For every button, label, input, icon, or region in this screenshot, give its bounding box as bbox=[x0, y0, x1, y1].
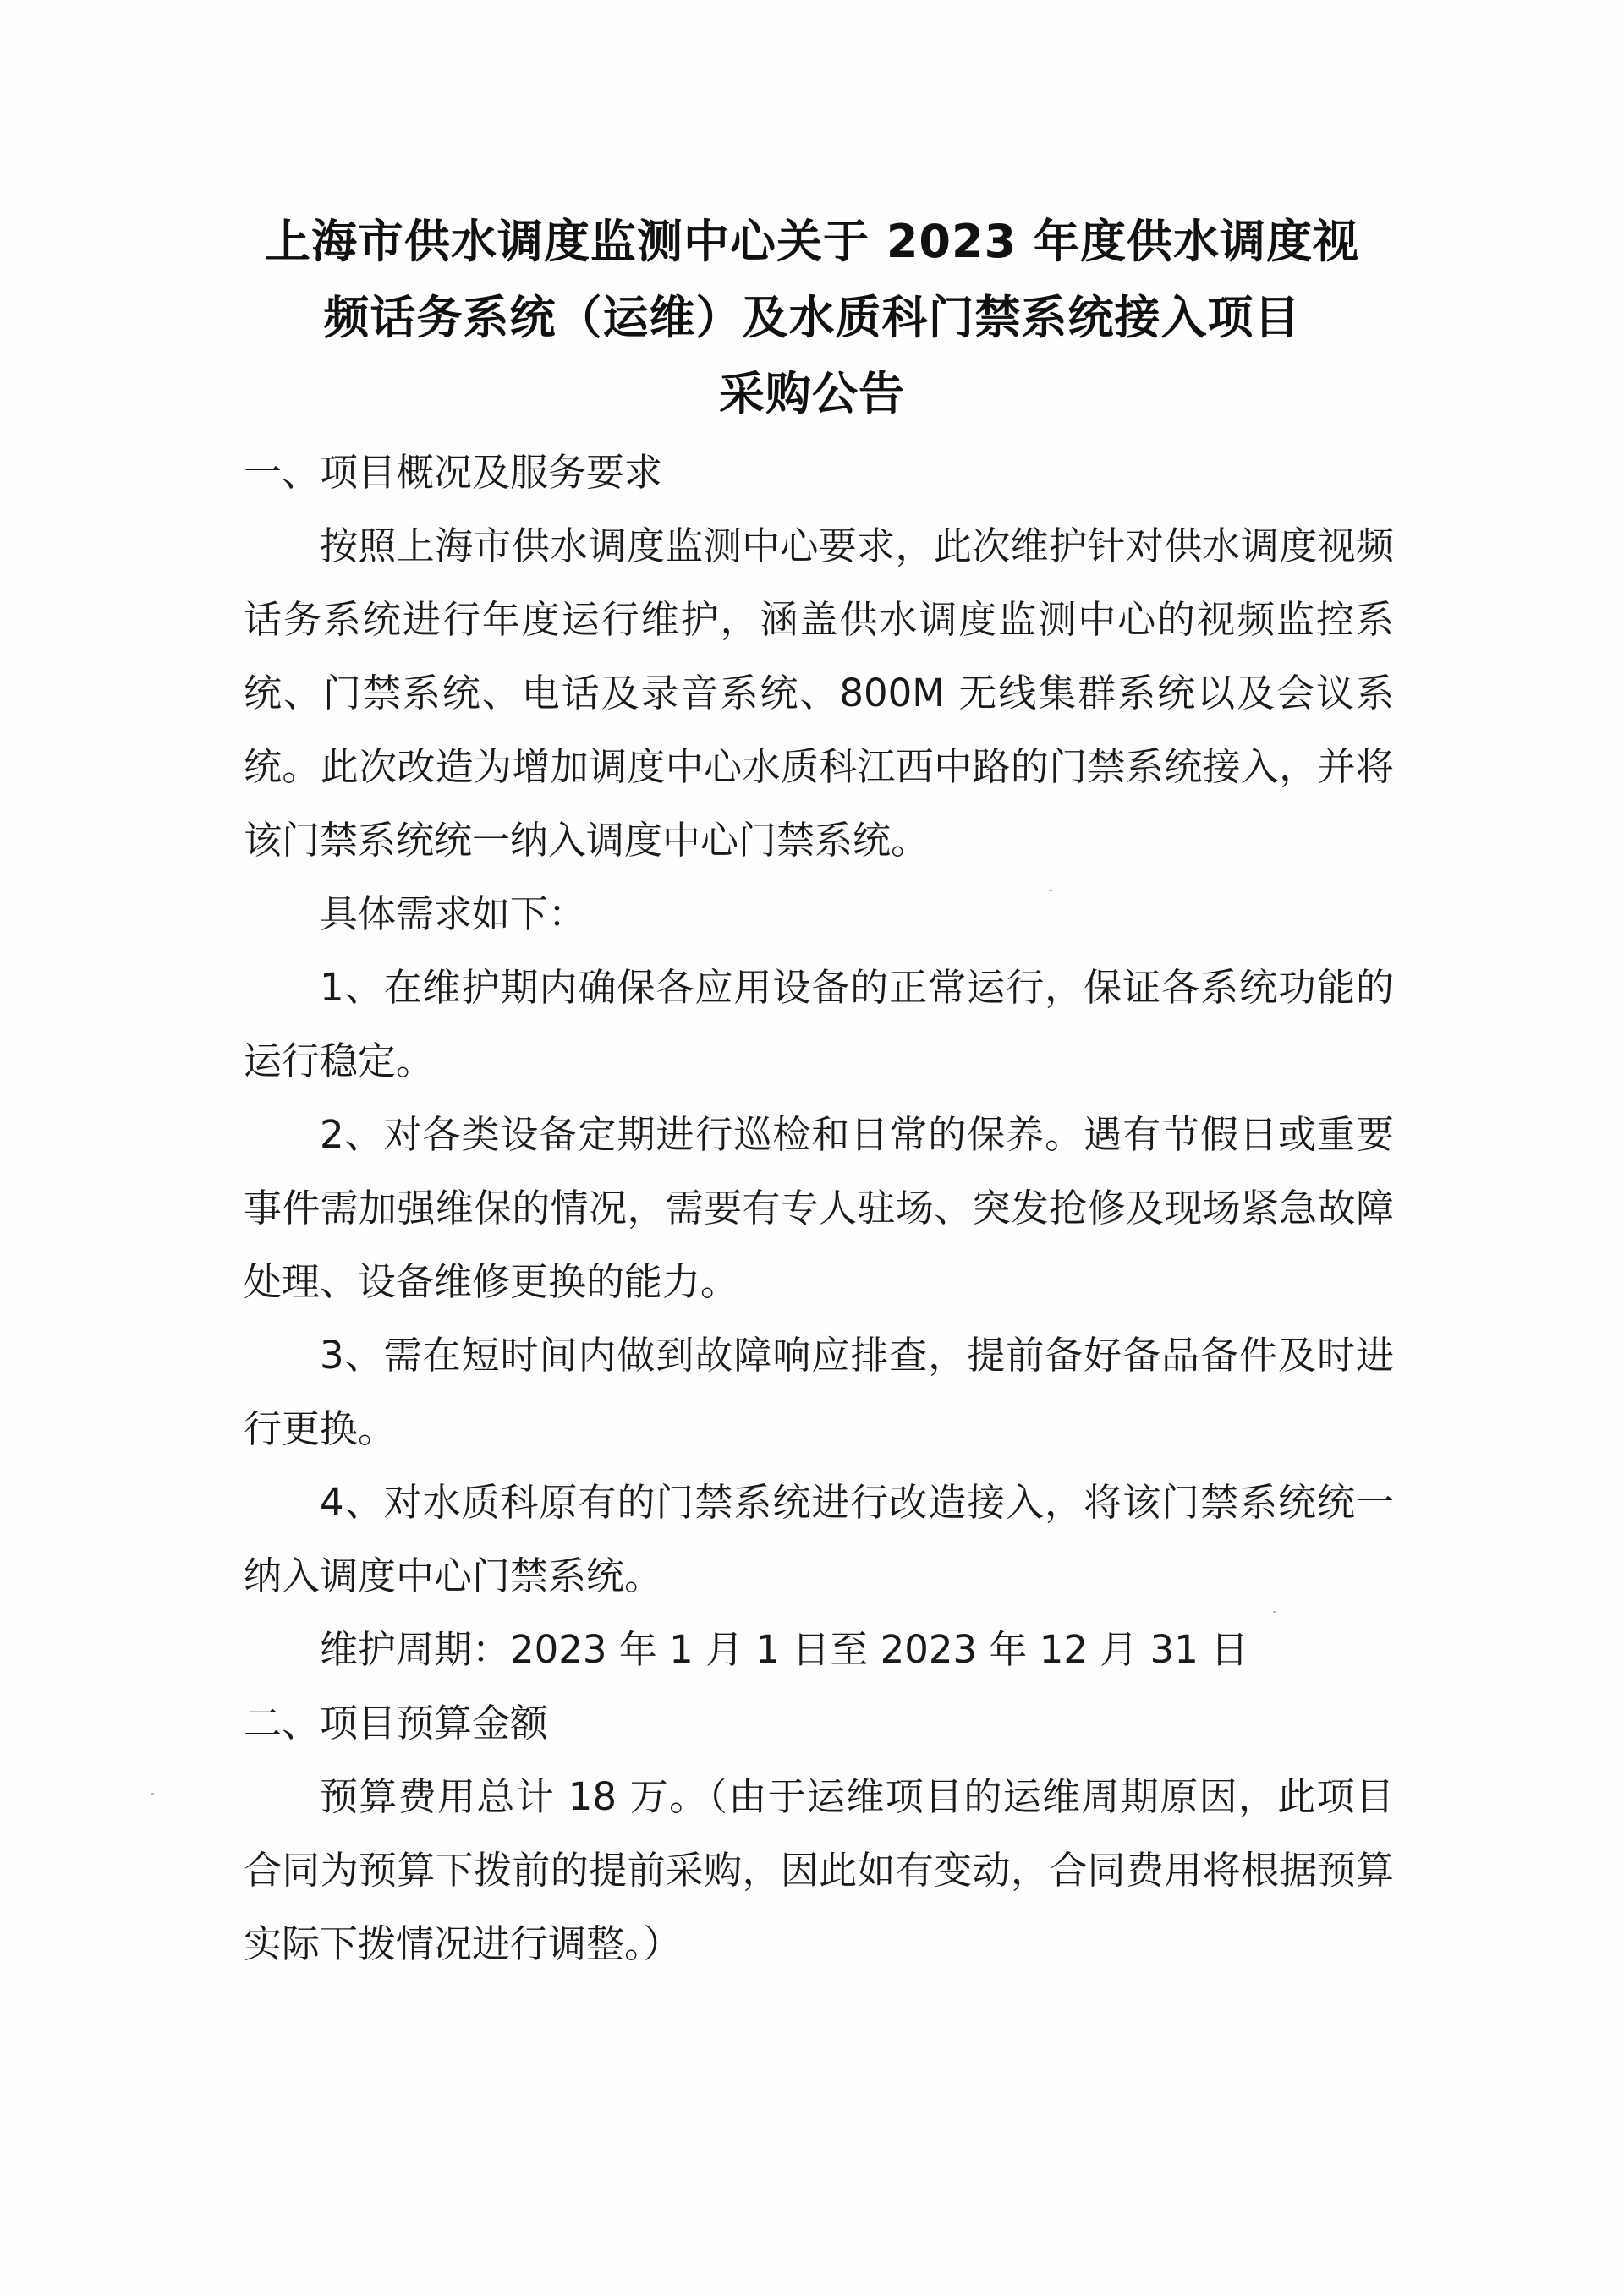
document-title-line-1: 上海市供水调度监测中心关于 2023 年度供水调度视 bbox=[265, 215, 1359, 268]
requirements-label: 具体需求如下： bbox=[320, 891, 587, 936]
section-heading-budget: 二、项目预算金额 bbox=[244, 1701, 549, 1745]
requirement-item-2: 2、对各类设备定期进行巡检和日常的保养。遇有节假日或重要事件需加强维保的情况，需要有专人驻场、突发抢修及现场紧急故障处理、设备维修更换的能力。 bbox=[244, 1112, 1394, 1304]
document-title-line-2: 频话务系统（运维）及水质科门禁系统接入项目 bbox=[323, 291, 1301, 344]
scan-speck bbox=[1273, 1611, 1276, 1613]
document-body bbox=[244, 436, 1394, 1981]
section-heading-overview: 一、项目概况及服务要求 bbox=[244, 450, 663, 495]
requirement-item-1: 1、在维护期内确保各应用设备的正常运行，保证各系统功能的运行稳定。 bbox=[244, 965, 1394, 1083]
requirement-item-3: 3、需在短时间内做到故障响应排查，提前备好备品备件及时进行更换。 bbox=[244, 1333, 1394, 1451]
overview-paragraph: 按照上海市供水调度监测中心要求，此次维护针对供水调度视频话务系统进行年度运行维护，涵盖供水调度监测中心的视频监控系统、门禁系统、电话及录音系统、800M 无线集群系统以及会议系统。此次改造为增加调度中心水质科江西中路的门禁系统接入，并将该门禁系统统一纳入调度中心门禁系统。 bbox=[244, 523, 1394, 863]
requirement-item-4: 4、对水质科原有的门禁系统进行改造接入，将该门禁系统统一纳入调度中心门禁系统。 bbox=[244, 1480, 1394, 1598]
maintenance-period: 维护周期：2023 年 1 月 1 日至 2023 年 12 月 31 日 bbox=[320, 1627, 1249, 1672]
scan-speck bbox=[151, 1793, 154, 1795]
scan-speck bbox=[1049, 890, 1052, 891]
document-title-line-3: 采购公告 bbox=[719, 367, 905, 420]
budget-paragraph: 预算费用总计 18 万。（由于运维项目的运维周期原因，此项目合同为预算下拨前的提前采购，因此如有变动，合同费用将根据预算实际下拨情况进行调整。） bbox=[244, 1774, 1394, 1966]
